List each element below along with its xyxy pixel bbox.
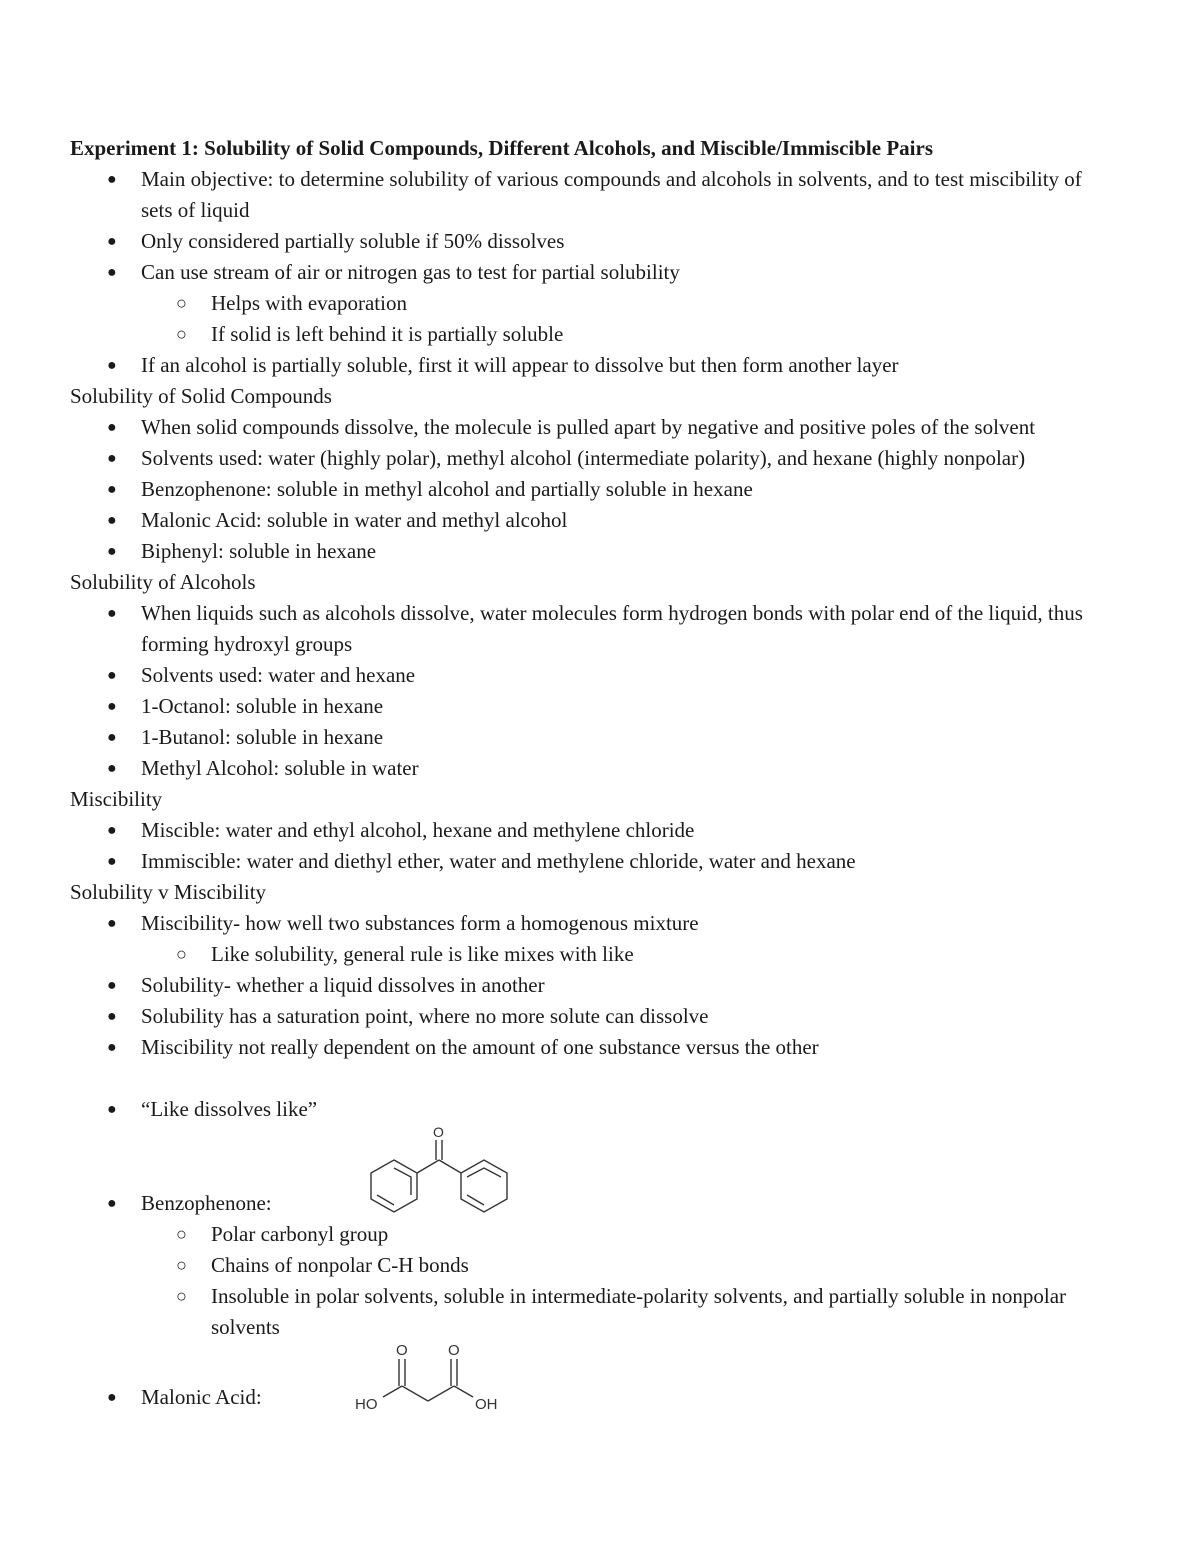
malonic-acid-structure [350, 1337, 510, 1413]
list-item [70, 536, 1130, 567]
bullet-disc: ● [107, 667, 117, 684]
bullet-text: Polar carbonyl group [211, 1222, 389, 1246]
list-item [70, 505, 1130, 536]
bullet-text: Malonic Acid: soluble in water and methyl alcohol [141, 508, 568, 532]
aromatic-inner-bond [467, 1168, 501, 1177]
bullet-text: Solubility has a saturation point, where no more solute can dissolve [141, 1004, 709, 1028]
sub-bullet-evaporation [70, 288, 1130, 319]
spacer [70, 1063, 1130, 1094]
list-item [70, 598, 1101, 660]
bullet-disc: ● [107, 357, 117, 374]
bullet-disc: ● [107, 481, 117, 498]
bullet-disc: ● [107, 760, 117, 777]
sub-list-item [70, 1281, 1111, 1343]
bullet-partial-soluble [70, 226, 1130, 257]
single-bond [428, 1386, 454, 1401]
section-heading-alcohols: Solubility of Alcohols [70, 570, 256, 594]
bullet-text: 1-Butanol: soluble in hexane [141, 725, 384, 749]
bullet-text: Like solubility, general rule is like mixes with like [211, 942, 634, 966]
list-item [70, 474, 1130, 505]
section-heading-solubility-v-miscibility: Solubility v Miscibility [70, 880, 267, 904]
list-item [70, 846, 1130, 877]
list-item-malonic-acid [70, 1343, 1130, 1413]
bullet-circle: ○ [176, 1224, 187, 1244]
bullet-text: Miscible: water and ethyl alcohol, hexane and methylene chloride [141, 818, 695, 842]
sub-list-item [70, 1219, 1130, 1250]
bullet-disc: ● [107, 1101, 117, 1118]
aromatic-inner-bond [394, 1168, 411, 1195]
bullet-disc: ● [107, 512, 117, 529]
oxygen-label: O [448, 1342, 460, 1359]
single-bond [383, 1386, 402, 1397]
list-item [70, 908, 1130, 939]
bullet-disc: ● [107, 605, 117, 622]
bullet-text: Solubility- whether a liquid dissolves in another [141, 973, 545, 997]
bullet-text: Solvents used: water and hexane [141, 663, 416, 687]
bullet-circle: ○ [176, 1286, 187, 1306]
bullet-circle: ○ [176, 1255, 187, 1275]
list-item [70, 443, 1101, 474]
bullet-disc: ● [107, 822, 117, 839]
bullet-circle: ○ [176, 944, 187, 964]
bullet-disc: ● [107, 915, 117, 932]
bullet-text: Chains of nonpolar C-H bonds [211, 1253, 469, 1277]
hydroxyl-label: HO [355, 1396, 378, 1413]
oxygen-label: O [396, 1342, 408, 1359]
bullet-text: Helps with evaporation [211, 291, 407, 315]
bullet-text: Miscibility not really dependent on the amount of one substance versus the other [141, 1035, 819, 1059]
bullet-disc: ● [107, 543, 117, 560]
list-item [70, 753, 1130, 784]
experiment-title: Experiment 1: Solubility of Solid Compounds, Different Alcohols, and Miscible/Immiscible Pairs [70, 136, 933, 160]
sub-bullet-solid-left [70, 319, 1130, 350]
single-bond [439, 1160, 461, 1173]
bullet-disc: ● [107, 1389, 117, 1406]
sub-list-item [70, 939, 1130, 970]
bullet-disc: ● [107, 1039, 117, 1056]
list-item [70, 412, 1101, 443]
section-heading-miscibility: Miscibility [70, 787, 163, 811]
benzophenone-label: Benzophenone: [141, 1191, 272, 1215]
bullet-text: If solid is left behind it is partially soluble [211, 322, 564, 346]
bullet-text: Main objective: to determine solubility of various compounds and alcohols in solvents, and to test miscibility of sets of liquid [141, 167, 1082, 222]
bullet-alcohol-layer [70, 350, 1130, 381]
single-bond [402, 1386, 428, 1401]
hydroxyl-label: OH [475, 1396, 498, 1413]
list-item [70, 1001, 1130, 1032]
bullet-disc: ● [107, 419, 117, 436]
bullet-disc: ● [107, 450, 117, 467]
single-bond [417, 1160, 439, 1173]
bullet-circle: ○ [176, 293, 187, 313]
bullet-circle: ○ [176, 324, 187, 344]
bullet-main-objective [70, 164, 1101, 226]
bullet-text: 1-Octanol: soluble in hexane [141, 694, 384, 718]
bullet-text: Can use stream of air or nitrogen gas to test for partial solubility [141, 260, 680, 284]
section-heading-solids: Solubility of Solid Compounds [70, 384, 332, 408]
bullet-text: Only considered partially soluble if 50% dissolves [141, 229, 565, 253]
bullet-disc: ● [107, 698, 117, 715]
list-item-like-dissolves-like [70, 1094, 1130, 1125]
oxygen-label: O [433, 1124, 444, 1140]
bullet-text: Biphenyl: soluble in hexane [141, 539, 377, 563]
list-item [70, 1032, 1130, 1063]
bullet-disc: ● [107, 233, 117, 250]
list-item [70, 815, 1130, 846]
bullet-text: If an alcohol is partially soluble, first it will appear to dissolve but then form another layer [141, 353, 899, 377]
bullet-disc: ● [107, 977, 117, 994]
bullet-disc: ● [107, 1195, 117, 1212]
sub-list-item [70, 1250, 1130, 1281]
bullet-disc: ● [107, 171, 117, 188]
list-item [70, 970, 1130, 1001]
bullet-text: Solvents used: water (highly polar), methyl alcohol (intermediate polarity), and hexane (highly nonpolar) [141, 446, 1026, 470]
bullet-text: Insoluble in polar solvents, soluble in intermediate-polarity solvents, and partially soluble in nonpolar solvents [211, 1284, 1067, 1339]
list-item [70, 660, 1130, 691]
list-item [70, 722, 1130, 753]
bullet-text: When liquids such as alcohols dissolve, water molecules form hydrogen bonds with polar end of the liquid, thus forming hydroxyl groups [141, 601, 1083, 656]
bullet-disc: ● [107, 1008, 117, 1025]
list-item [70, 691, 1130, 722]
bullet-text: Immiscible: water and diethyl ether, water and methylene chloride, water and hexane [141, 849, 856, 873]
single-bond [454, 1386, 473, 1397]
bullet-disc: ● [107, 853, 117, 870]
bullet-text: Miscibility- how well two substances form a homogenous mixture [141, 911, 699, 935]
bullet-air-stream [70, 257, 1130, 288]
bullet-text: When solid compounds dissolve, the molecule is pulled apart by negative and positive poles of the solvent [141, 415, 1036, 439]
bullet-text: Benzophenone: soluble in methyl alcohol and partially soluble in hexane [141, 477, 753, 501]
bullet-disc: ● [107, 729, 117, 746]
malonic-acid-label: Malonic Acid: [141, 1385, 262, 1409]
benzophenone-structure [365, 1123, 513, 1221]
list-item-benzophenone [70, 1125, 1130, 1219]
bullet-disc: ● [107, 264, 117, 281]
bullet-text: Methyl Alcohol: soluble in water [141, 756, 419, 780]
document-page [70, 133, 1130, 1413]
bullet-text: “Like dissolves like” [141, 1097, 318, 1121]
